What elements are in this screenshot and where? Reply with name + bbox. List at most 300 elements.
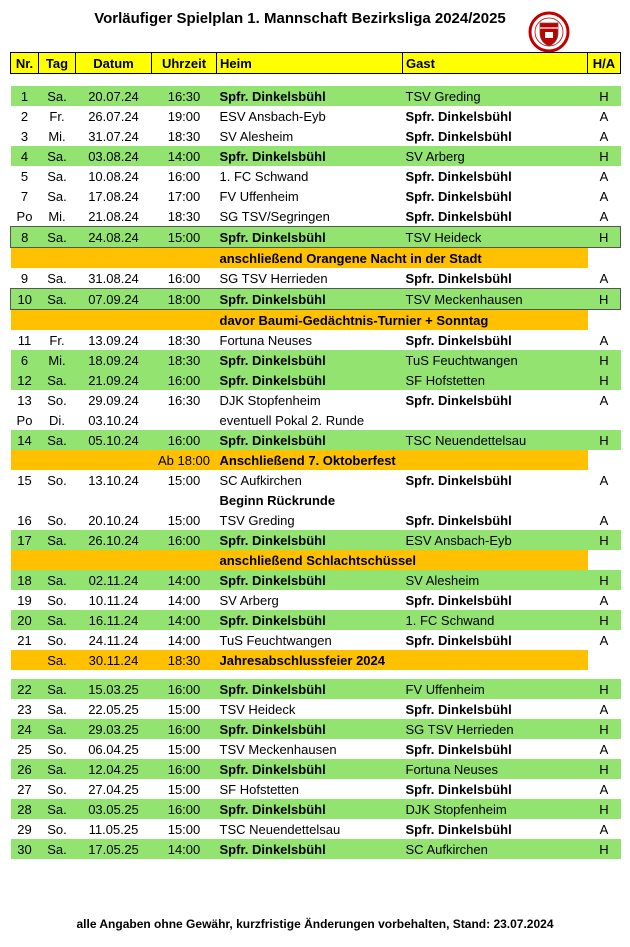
note-spacer	[11, 490, 217, 510]
match-row	[11, 166, 621, 186]
match-row	[11, 126, 621, 146]
event-spacer	[11, 248, 152, 269]
match-time: 18:30	[167, 332, 201, 348]
match-nr: Po	[16, 412, 33, 428]
match-home-team: TSV Meckenhausen	[219, 741, 337, 757]
match-home-away: A	[599, 821, 609, 837]
match-date: 03.05.25	[76, 799, 152, 819]
match-date: 21.09.24	[76, 370, 152, 390]
match-home-team: Spfr. Dinkelsbühl	[217, 719, 403, 739]
match-nr: 19	[17, 592, 32, 608]
match-weekday: So.	[47, 512, 67, 528]
match-home-away: H	[588, 719, 621, 739]
match-row	[11, 390, 621, 410]
match-row	[11, 350, 621, 370]
match-weekday: Mi.	[48, 128, 66, 144]
match-home-team: Spfr. Dinkelsbühl	[217, 610, 403, 630]
match-weekday: Sa.	[39, 719, 76, 739]
match-home-away: A	[599, 168, 609, 184]
match-nr: 13	[17, 392, 32, 408]
match-nr: 5	[20, 168, 29, 184]
match-date: 11.05.25	[88, 821, 139, 837]
match-date: 26.10.24	[76, 530, 152, 550]
match-away-team: DJK Stopfenheim	[403, 799, 588, 819]
match-time: 15:00	[167, 821, 201, 837]
match-weekday: So.	[47, 821, 67, 837]
match-home-away: H	[588, 759, 621, 779]
match-date: 31.07.24	[88, 128, 139, 144]
match-nr: 23	[17, 701, 32, 717]
match-date: 16.11.24	[76, 610, 152, 630]
match-away-team: TSV Meckenhausen	[403, 289, 588, 310]
page-title: Vorläufiger Spielplan 1. Mannschaft Bezirksliga 2024/2025	[94, 10, 506, 27]
match-date: 31.08.24	[88, 270, 139, 286]
match-away-team: TSC Neuendettelsau	[403, 430, 588, 450]
match-weekday: Sa.	[39, 430, 76, 450]
match-home-away: H	[588, 679, 621, 699]
match-weekday: Sa.	[39, 227, 76, 248]
match-row	[11, 186, 621, 206]
match-time: 15:00	[167, 472, 201, 488]
match-row	[11, 370, 621, 390]
match-date: 29.09.24	[88, 392, 139, 408]
match-date: 29.03.25	[76, 719, 152, 739]
match-nr: 8	[11, 227, 39, 248]
header-ha: H/A	[588, 53, 621, 74]
match-row	[11, 268, 621, 289]
match-home-team: Spfr. Dinkelsbühl	[217, 370, 403, 390]
match-home-away: H	[588, 86, 621, 106]
header-nr: Nr.	[11, 53, 39, 74]
match-date: 13.09.24	[88, 332, 139, 348]
match-time: 16:00	[152, 799, 217, 819]
match-home-away: A	[599, 472, 609, 488]
match-date: 22.05.25	[88, 701, 139, 717]
event-text: Anschließend 7. Oktoberfest	[217, 450, 588, 470]
match-weekday: So.	[47, 781, 67, 797]
match-home-away: A	[599, 592, 609, 608]
match-weekday: Sa.	[39, 530, 76, 550]
header-tag: Tag	[39, 53, 76, 74]
match-home-away: A	[599, 701, 609, 717]
match-row	[11, 819, 621, 839]
note-text: Beginn Rückrunde	[219, 492, 336, 508]
event-row	[11, 550, 621, 570]
match-away-team: Spfr. Dinkelsbühl	[405, 208, 512, 224]
match-away-team: TuS Feuchtwangen	[403, 350, 588, 370]
match-home-away: H	[588, 570, 621, 590]
match-home-team: Spfr. Dinkelsbühl	[217, 289, 403, 310]
match-home-team: 1. FC Schwand	[219, 168, 309, 184]
match-home-team: SV Alesheim	[219, 128, 294, 144]
match-time: 18:30	[152, 350, 217, 370]
match-row	[11, 679, 621, 699]
match-date: 17.08.24	[88, 188, 139, 204]
match-nr: 27	[17, 781, 32, 797]
match-home-team: TSV Heideck	[219, 701, 296, 717]
match-time: 18:00	[152, 289, 217, 310]
match-weekday: Sa.	[39, 799, 76, 819]
match-nr: 7	[20, 188, 29, 204]
match-weekday: So.	[47, 741, 67, 757]
match-date: 17.05.25	[76, 839, 152, 859]
match-away-team: Spfr. Dinkelsbühl	[405, 821, 512, 837]
match-away-team: Spfr. Dinkelsbühl	[405, 128, 512, 144]
schedule-table	[10, 52, 621, 859]
match-home-team: Spfr. Dinkelsbühl	[217, 799, 403, 819]
match-date: 03.10.24	[88, 412, 139, 428]
match-nr: 22	[11, 679, 39, 699]
match-row	[11, 719, 621, 739]
match-away-team: SF Hofstetten	[403, 370, 588, 390]
party-row	[11, 650, 621, 670]
match-away-team: 1. FC Schwand	[403, 610, 588, 630]
match-away-team: TSV Heideck	[403, 227, 588, 248]
match-away-team: TSV Greding	[403, 86, 588, 106]
match-home-away: A	[599, 270, 609, 286]
match-row	[11, 779, 621, 799]
match-row	[11, 430, 621, 450]
match-home-away: A	[599, 208, 609, 224]
match-weekday: Sa.	[39, 759, 76, 779]
match-row	[11, 699, 621, 719]
match-row	[11, 630, 621, 650]
match-nr: 3	[20, 128, 29, 144]
match-row	[11, 330, 621, 350]
schedule-table-wrapper	[10, 52, 621, 859]
event-time	[152, 550, 217, 570]
match-home-away: A	[599, 512, 609, 528]
match-date: 03.08.24	[76, 146, 152, 166]
party-time: 18:30	[152, 650, 217, 670]
match-nr: 30	[11, 839, 39, 859]
match-home-away: H	[588, 227, 621, 248]
match-weekday: Sa.	[39, 146, 76, 166]
party-text: Jahresabschlussfeier 2024	[217, 650, 588, 670]
event-time	[152, 310, 217, 331]
match-nr: 15	[17, 472, 32, 488]
match-home-away: H	[588, 289, 621, 310]
match-nr: 11	[17, 332, 32, 348]
match-home-team: DJK Stopfenheim	[219, 392, 321, 408]
match-away-team: Spfr. Dinkelsbühl	[405, 168, 512, 184]
event-empty	[588, 248, 621, 269]
match-time: 16:00	[152, 759, 217, 779]
match-nr: 24	[11, 719, 39, 739]
match-home-away: A	[599, 128, 609, 144]
match-row	[11, 289, 621, 310]
event-empty	[588, 550, 621, 570]
match-date: 15.03.25	[76, 679, 152, 699]
match-time: 16:00	[167, 270, 201, 286]
event-time	[152, 248, 217, 269]
match-home-team: Spfr. Dinkelsbühl	[217, 839, 403, 859]
club-crest-logo	[528, 8, 570, 58]
match-home-away: A	[599, 392, 609, 408]
match-date: 12.04.25	[76, 759, 152, 779]
match-away-team: Spfr. Dinkelsbühl	[405, 392, 512, 408]
match-home-away: H	[588, 350, 621, 370]
match-away-team: Spfr. Dinkelsbühl	[405, 270, 512, 286]
match-away-team: SV Arberg	[403, 146, 588, 166]
match-row	[11, 739, 621, 759]
match-time: 15:00	[167, 741, 201, 757]
match-home-team: Fortuna Neuses	[219, 332, 312, 348]
match-date: 10.11.24	[88, 592, 139, 608]
match-row	[11, 839, 621, 859]
match-time: 17:00	[167, 188, 201, 204]
match-home-team: Spfr. Dinkelsbühl	[217, 227, 403, 248]
match-nr: 2	[20, 108, 29, 124]
event-row	[11, 310, 621, 331]
match-home-away: H	[588, 530, 621, 550]
match-weekday: Sa.	[39, 570, 76, 590]
match-row	[11, 799, 621, 819]
match-date: 06.04.25	[88, 741, 139, 757]
match-weekday: Mi.	[39, 350, 76, 370]
match-home-away: A	[599, 632, 609, 648]
match-nr: 16	[17, 512, 32, 528]
match-row	[11, 206, 621, 227]
match-time: 14:00	[152, 570, 217, 590]
match-date: 07.09.24	[76, 289, 152, 310]
match-weekday: Sa.	[47, 188, 67, 204]
match-nr: 9	[20, 270, 29, 286]
match-home-team: ESV Ansbach-Eyb	[219, 108, 326, 124]
match-weekday: Di.	[49, 412, 65, 428]
header-spacer	[11, 74, 621, 87]
match-time: 16:00	[152, 370, 217, 390]
header-heim: Heim	[217, 53, 403, 74]
match-away-team: Spfr. Dinkelsbühl	[405, 741, 512, 757]
match-time: 14:00	[167, 592, 201, 608]
match-home-team: FV Uffenheim	[219, 188, 299, 204]
match-time: 15:00	[167, 781, 201, 797]
note-row	[11, 490, 621, 510]
match-date: 13.10.24	[88, 472, 139, 488]
match-home-team: TuS Feuchtwangen	[219, 632, 332, 648]
match-time: 18:30	[167, 208, 201, 224]
match-row	[11, 106, 621, 126]
match-home-away: A	[599, 741, 609, 757]
match-away-team: ESV Ansbach-Eyb	[403, 530, 588, 550]
match-away-team: SC Aufkirchen	[403, 839, 588, 859]
match-home-team: SC Aufkirchen	[219, 472, 302, 488]
match-time: 16:00	[152, 679, 217, 699]
match-time: 14:00	[152, 839, 217, 859]
event-text: anschließend Orangene Nacht in der Stadt	[217, 248, 588, 269]
match-home-team: Spfr. Dinkelsbühl	[217, 679, 403, 699]
match-home-team: Spfr. Dinkelsbühl	[217, 759, 403, 779]
match-weekday: Mi.	[48, 208, 66, 224]
match-nr: 17	[11, 530, 39, 550]
event-spacer	[11, 450, 152, 470]
match-nr: 26	[11, 759, 39, 779]
match-away-team: Spfr. Dinkelsbühl	[405, 592, 512, 608]
match-time: 16:00	[152, 530, 217, 550]
match-time: 16:00	[152, 430, 217, 450]
match-nr: 21	[17, 632, 32, 648]
match-time: 16:30	[152, 86, 217, 106]
match-home-away	[588, 410, 621, 430]
match-home-team: TSC Neuendettelsau	[219, 821, 341, 837]
match-nr: 28	[11, 799, 39, 819]
match-home-away: H	[588, 799, 621, 819]
event-empty	[588, 450, 621, 470]
match-weekday: So.	[47, 392, 67, 408]
match-home-team: eventuell Pokal 2. Runde	[219, 412, 365, 428]
match-weekday: Sa.	[47, 270, 67, 286]
header-row	[11, 53, 621, 74]
match-nr: Po	[16, 208, 33, 224]
match-weekday: Fr.	[49, 332, 65, 348]
match-away-team: Spfr. Dinkelsbühl	[405, 632, 512, 648]
match-row	[11, 86, 621, 106]
match-nr: 1	[11, 86, 39, 106]
match-weekday: Sa.	[47, 701, 67, 717]
match-time: 16:00	[152, 719, 217, 739]
season-gap	[11, 670, 621, 679]
match-nr: 18	[11, 570, 39, 590]
match-away-team: Spfr. Dinkelsbühl	[405, 188, 512, 204]
match-home-away: A	[599, 332, 609, 348]
match-date: 05.10.24	[76, 430, 152, 450]
match-date: 18.09.24	[76, 350, 152, 370]
event-text: davor Baumi-Gedächtnis-Turnier + Sonntag	[217, 310, 588, 331]
match-time: 14:00	[167, 632, 201, 648]
match-time: 16:00	[167, 168, 201, 184]
match-home-team: Spfr. Dinkelsbühl	[217, 350, 403, 370]
match-away-team: FV Uffenheim	[403, 679, 588, 699]
match-home-team: Spfr. Dinkelsbühl	[217, 146, 403, 166]
match-date: 21.08.24	[88, 208, 139, 224]
match-time: 14:00	[152, 610, 217, 630]
match-weekday: Sa.	[39, 679, 76, 699]
match-nr: 6	[11, 350, 39, 370]
match-away-team: Fortuna Neuses	[403, 759, 588, 779]
match-home-away: A	[599, 188, 609, 204]
header-datum: Datum	[76, 53, 152, 74]
match-nr: 20	[11, 610, 39, 630]
match-home-team: Spfr. Dinkelsbühl	[217, 430, 403, 450]
match-time	[152, 410, 217, 430]
match-weekday: Sa.	[39, 370, 76, 390]
match-row	[11, 610, 621, 630]
match-home-team: TSV Greding	[219, 512, 295, 528]
match-weekday: So.	[47, 472, 67, 488]
match-row	[11, 530, 621, 550]
match-date: 26.07.24	[88, 108, 139, 124]
match-home-away: A	[599, 108, 609, 124]
match-row	[11, 570, 621, 590]
match-home-team: SG TSV Herrieden	[219, 270, 328, 286]
match-home-away: H	[588, 370, 621, 390]
match-date: 02.11.24	[76, 570, 152, 590]
match-time: 15:00	[152, 227, 217, 248]
match-time: 15:00	[167, 701, 201, 717]
event-text: anschließend Schlachtschüssel	[217, 550, 588, 570]
match-date: 27.04.25	[88, 781, 139, 797]
match-home-team: Spfr. Dinkelsbühl	[217, 86, 403, 106]
match-row	[11, 510, 621, 530]
event-time: Ab 18:00	[152, 450, 217, 470]
event-spacer	[11, 310, 152, 331]
event-spacer	[11, 550, 152, 570]
event-empty	[588, 310, 621, 331]
match-nr: 10	[11, 289, 39, 310]
party-weekday: Sa.	[39, 650, 76, 670]
match-away-team: Spfr. Dinkelsbühl	[405, 472, 512, 488]
match-weekday: So.	[47, 592, 67, 608]
match-home-team: SF Hofstetten	[219, 781, 299, 797]
match-away-team: Spfr. Dinkelsbühl	[405, 332, 512, 348]
match-nr: 29	[17, 821, 32, 837]
match-home-away: A	[599, 781, 609, 797]
match-home-team: Spfr. Dinkelsbühl	[217, 530, 403, 550]
footer-note: alle Angaben ohne Gewähr, kurzfristige Änderungen vorbehalten, Stand: 23.07.2024	[76, 917, 554, 931]
event-row	[11, 450, 621, 470]
match-date: 10.08.24	[88, 168, 139, 184]
match-row	[11, 146, 621, 166]
event-row	[11, 248, 621, 269]
header-gast: Gast	[403, 53, 588, 74]
match-home-away: H	[588, 430, 621, 450]
match-away-team: SV Alesheim	[403, 570, 588, 590]
match-away-team: Spfr. Dinkelsbühl	[405, 781, 512, 797]
party-date: 30.11.24	[76, 650, 152, 670]
match-time: 19:00	[167, 108, 201, 124]
match-weekday: Fr.	[49, 108, 65, 124]
match-time: 14:00	[152, 146, 217, 166]
party-nr	[11, 650, 39, 670]
match-away-team	[403, 410, 588, 430]
match-date: 24.08.24	[76, 227, 152, 248]
match-date: 20.07.24	[76, 86, 152, 106]
match-row	[11, 590, 621, 610]
match-row	[11, 470, 621, 490]
match-away-team: Spfr. Dinkelsbühl	[405, 108, 512, 124]
match-weekday: Sa.	[47, 168, 67, 184]
match-row	[11, 227, 621, 248]
match-weekday: Sa.	[39, 839, 76, 859]
match-time: 16:30	[167, 392, 201, 408]
match-date: 20.10.24	[88, 512, 139, 528]
match-home-team: SV Arberg	[219, 592, 279, 608]
match-weekday: Sa.	[39, 289, 76, 310]
match-home-away: H	[588, 610, 621, 630]
match-row	[11, 410, 621, 430]
match-row	[11, 759, 621, 779]
match-weekday: So.	[47, 632, 67, 648]
match-away-team: Spfr. Dinkelsbühl	[405, 701, 512, 717]
match-weekday: Sa.	[39, 86, 76, 106]
match-nr: 14	[11, 430, 39, 450]
match-home-away: H	[588, 839, 621, 859]
match-home-away: H	[588, 146, 621, 166]
match-away-team: SG TSV Herrieden	[403, 719, 588, 739]
match-nr: 25	[17, 741, 32, 757]
gap-cell	[11, 670, 621, 679]
match-nr: 4	[11, 146, 39, 166]
match-time: 18:30	[167, 128, 201, 144]
match-weekday: Sa.	[39, 610, 76, 630]
match-away-team: Spfr. Dinkelsbühl	[405, 512, 512, 528]
match-home-team: SG TSV/Segringen	[219, 208, 330, 224]
party-empty	[588, 650, 621, 670]
match-date: 24.11.24	[88, 632, 139, 648]
header-uhrzeit: Uhrzeit	[152, 53, 217, 74]
match-nr: 12	[11, 370, 39, 390]
